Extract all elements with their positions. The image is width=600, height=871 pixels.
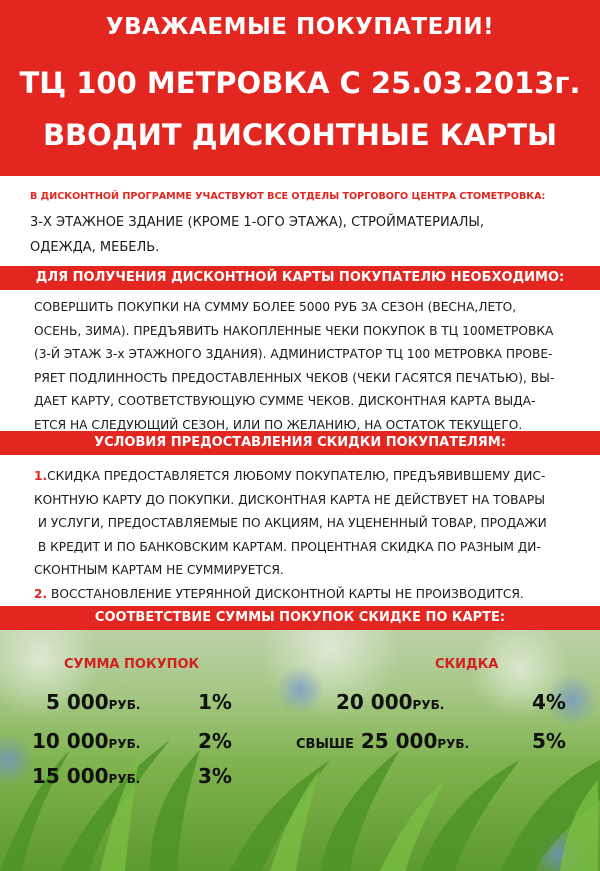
discount-5: 5% xyxy=(532,729,566,753)
date-title: ТЦ 100 МЕТРОВКА С 25.03.2013г. xyxy=(19,66,581,100)
text-line: КОНТНУЮ КАРТУ ДО ПОКУПКИ. ДИСКОНТНАЯ КАРТА НЕ ДЕЙСТВУЕТ НА ТОВАРЫ xyxy=(34,492,545,507)
section1-heading: ДЛЯ ПОЛУЧЕНИЯ ДИСКОНТНОЙ КАРТЫ ПОКУПАТЕЛЮ НЕОБХОДИМО: xyxy=(0,266,600,290)
column-title-discount: СКИДКА xyxy=(435,657,499,672)
text-line: ДАЕТ КАРТУ, СООТВЕТСТВУЮЩУЮ СУММЕ ЧЕКОВ. ДИСКОНТНАЯ КАРТА ВЫДА- xyxy=(34,394,536,408)
section3-heading: СООТВЕТСТВИЕ СУММЫ ПОКУПОК СКИДКЕ ПО КАРТЕ: xyxy=(0,606,600,630)
text-line: ОСЕНЬ, ЗИМА). ПРЕДЪЯВИТЬ НАКОПЛЕННЫЕ ЧЕКИ ПОКУПОК В ТЦ 100МЕТРОВКА xyxy=(34,323,554,338)
item-number: 1. xyxy=(34,469,48,483)
text-line: СОВЕРШИТЬ ПОКУПКИ НА СУММУ БОЛЕЕ 5000 РУБ ЗА СЕЗОН (ВЕСНА,ЛЕТО, xyxy=(34,300,517,314)
text-line: ЕТСЯ НА СЛЕДУЮЩИЙ СЕЗОН, ИЛИ ПО ЖЕЛАНИЮ, НА ОСТАТОК ТЕКУЩЕГО. xyxy=(34,417,523,432)
text-line: СКОНТНЫМ КАРТАМ НЕ СУММИРУЕТСЯ. xyxy=(34,563,284,577)
discount-2: 2% xyxy=(198,729,232,753)
amount-row-2: 10 000РУБ. xyxy=(32,729,141,753)
announcement-title: ВВОДИТ ДИСКОНТНЫЕ КАРТЫ xyxy=(42,118,558,152)
amount-row-4: 20 000РУБ. xyxy=(336,690,445,714)
intro-line: 3-Х ЭТАЖНОЕ ЗДАНИЕ (КРОМЕ 1-ОГО ЭТАЖА), СТРОЙМАТЕРИАЛЫ, xyxy=(30,215,484,230)
amount-row-5: СВЫШЕ 25 000РУБ. xyxy=(296,729,470,753)
column-title-amount: СУММА ПОКУПОК xyxy=(64,657,200,672)
text-line: В КРЕДИТ И ПО БАНКОВСКИМ КАРТАМ. ПРОЦЕНТНАЯ СКИДКА ПО РАЗНЫМ ДИ- xyxy=(34,539,541,554)
text-line: (3-Й ЭТАЖ 3-х ЭТАЖНОГО ЗДАНИЯ). АДМИНИСТРАТОР ТЦ 100 МЕТРОВКА ПРОВЕ- xyxy=(34,347,553,361)
text-line: 1.СКИДКА ПРЕДОСТАВЛЯЕТСЯ ЛЮБОМУ ПОКУПАТЕЛЮ, ПРЕДЪЯВИВШЕМУ ДИС- xyxy=(34,469,546,483)
discount-4: 4% xyxy=(532,690,566,714)
amount-row-1: 5 000РУБ. xyxy=(46,690,141,714)
text-line: РЯЕТ ПОДЛИННОСТЬ ПРЕДОСТАВЛЕННЫХ ЧЕКОВ (ЧЕКИ ГАСЯТСЯ ПЕЧАТЬЮ), ВЫ- xyxy=(34,370,555,385)
discount-1: 1% xyxy=(198,690,232,714)
section1-text xyxy=(34,296,574,437)
greeting-title: УВАЖАЕМЫЕ ПОКУПАТЕЛИ! xyxy=(105,14,495,40)
text-line: И УСЛУГИ, ПРЕДОСТАВЛЯЕМЫЕ ПО АКЦИЯМ, НА УЦЕНЕННЫЙ ТОВАР, ПРОДАЖИ xyxy=(34,516,547,530)
section2-text xyxy=(34,465,574,606)
header-banner xyxy=(0,0,600,176)
discount-3: 3% xyxy=(198,764,232,788)
amount-row-3: 15 000РУБ. xyxy=(32,764,141,788)
text-line: 2. ВОССТАНОВЛЕНИЕ УТЕРЯННОЙ ДИСКОНТНОЙ КАРТЫ НЕ ПРОИЗВОДИТСЯ. xyxy=(34,586,524,601)
item-number: 2. xyxy=(34,586,48,601)
intro-text xyxy=(30,210,585,260)
section2-heading: УСЛОВИЯ ПРЕДОСТАВЛЕНИЯ СКИДКИ ПОКУПАТЕЛЯМ: xyxy=(0,431,600,455)
intro-line: ОДЕЖДА, МЕБЕЛЬ. xyxy=(30,240,160,255)
intro-subheading: В ДИСКОНТНОЙ ПРОГРАММЕ УЧАСТВУЮТ ВСЕ ОТДЕЛЫ ТОРГОВОГО ЦЕНТРА СТОМЕТРОВКА: xyxy=(30,191,546,202)
